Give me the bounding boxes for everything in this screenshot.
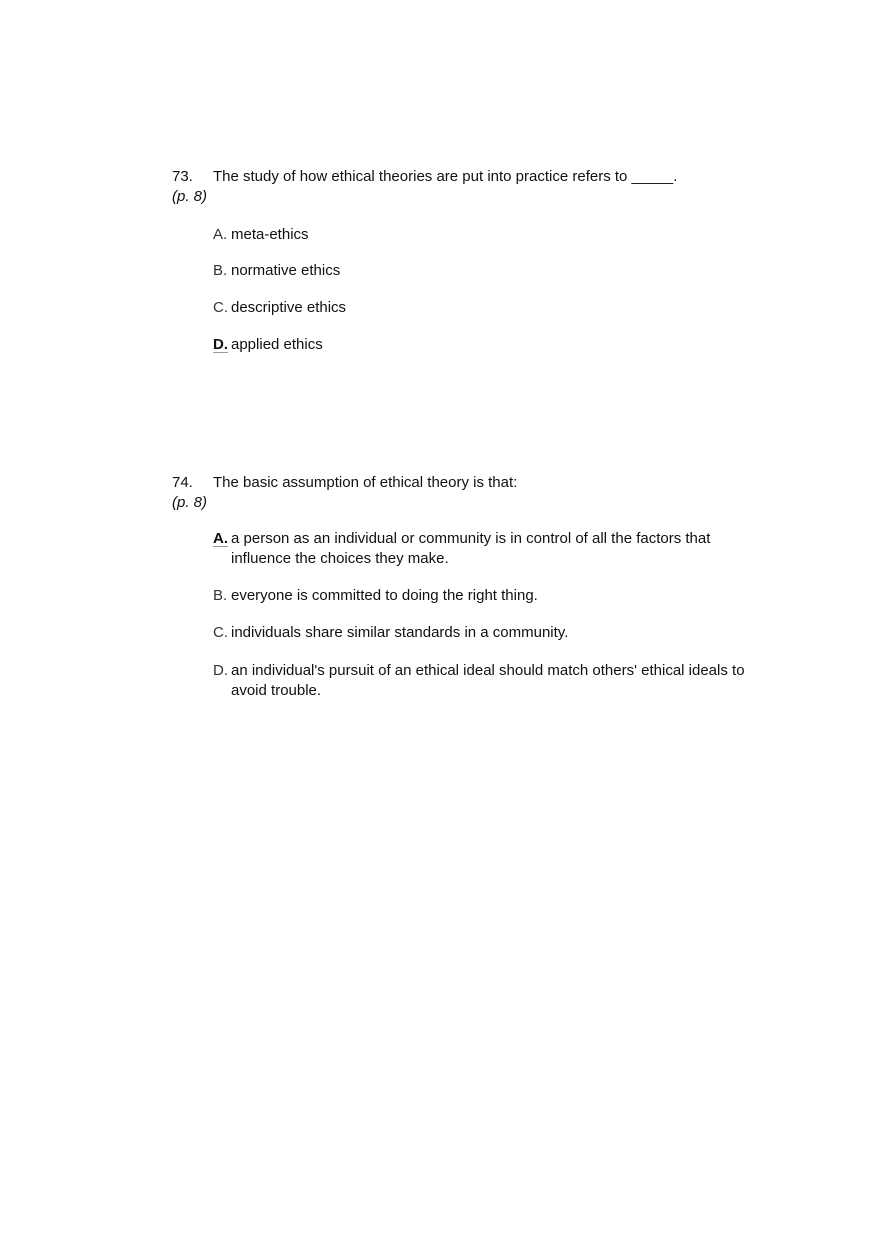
option-a-correct bbox=[213, 529, 771, 569]
option-label: A. bbox=[213, 226, 228, 243]
option-label: B. bbox=[213, 587, 228, 604]
page-reference: (p. 8) bbox=[172, 494, 208, 511]
option-text: meta-ethics bbox=[231, 226, 309, 243]
option-text: individuals share similar standards in a community. bbox=[231, 624, 569, 641]
option-text: applied ethics bbox=[231, 336, 323, 353]
option-c bbox=[213, 298, 771, 318]
option-b bbox=[213, 261, 771, 281]
option-label: D. bbox=[213, 662, 228, 679]
option-label-correct: D. bbox=[213, 336, 228, 353]
option-text: normative ethics bbox=[231, 262, 341, 279]
question-text: The basic assumption of ethical theory is that: bbox=[213, 474, 518, 491]
question-number: 73. bbox=[172, 168, 193, 185]
page-reference: (p. 8) bbox=[172, 188, 208, 205]
option-label: C. bbox=[213, 624, 228, 641]
option-label-correct: A. bbox=[213, 530, 228, 547]
option-text: everyone is committed to doing the right thing. bbox=[231, 587, 538, 604]
option-a bbox=[213, 225, 771, 245]
option-text: an individual's pursuit of an ethical ideal should match others' ethical ideals to avoid trouble. bbox=[231, 662, 745, 699]
option-label: C. bbox=[213, 299, 228, 316]
option-d-correct bbox=[213, 335, 771, 355]
option-b bbox=[213, 586, 771, 606]
question-text: The study of how ethical theories are put into practice refers to _____. bbox=[213, 168, 678, 185]
option-label: B. bbox=[213, 262, 228, 279]
option-text: descriptive ethics bbox=[231, 299, 347, 316]
option-text: a person as an individual or community is in control of all the factors that influence the choices they make. bbox=[231, 530, 711, 567]
option-c bbox=[213, 623, 771, 643]
option-d bbox=[213, 661, 771, 701]
question-number: 74. bbox=[172, 474, 193, 491]
